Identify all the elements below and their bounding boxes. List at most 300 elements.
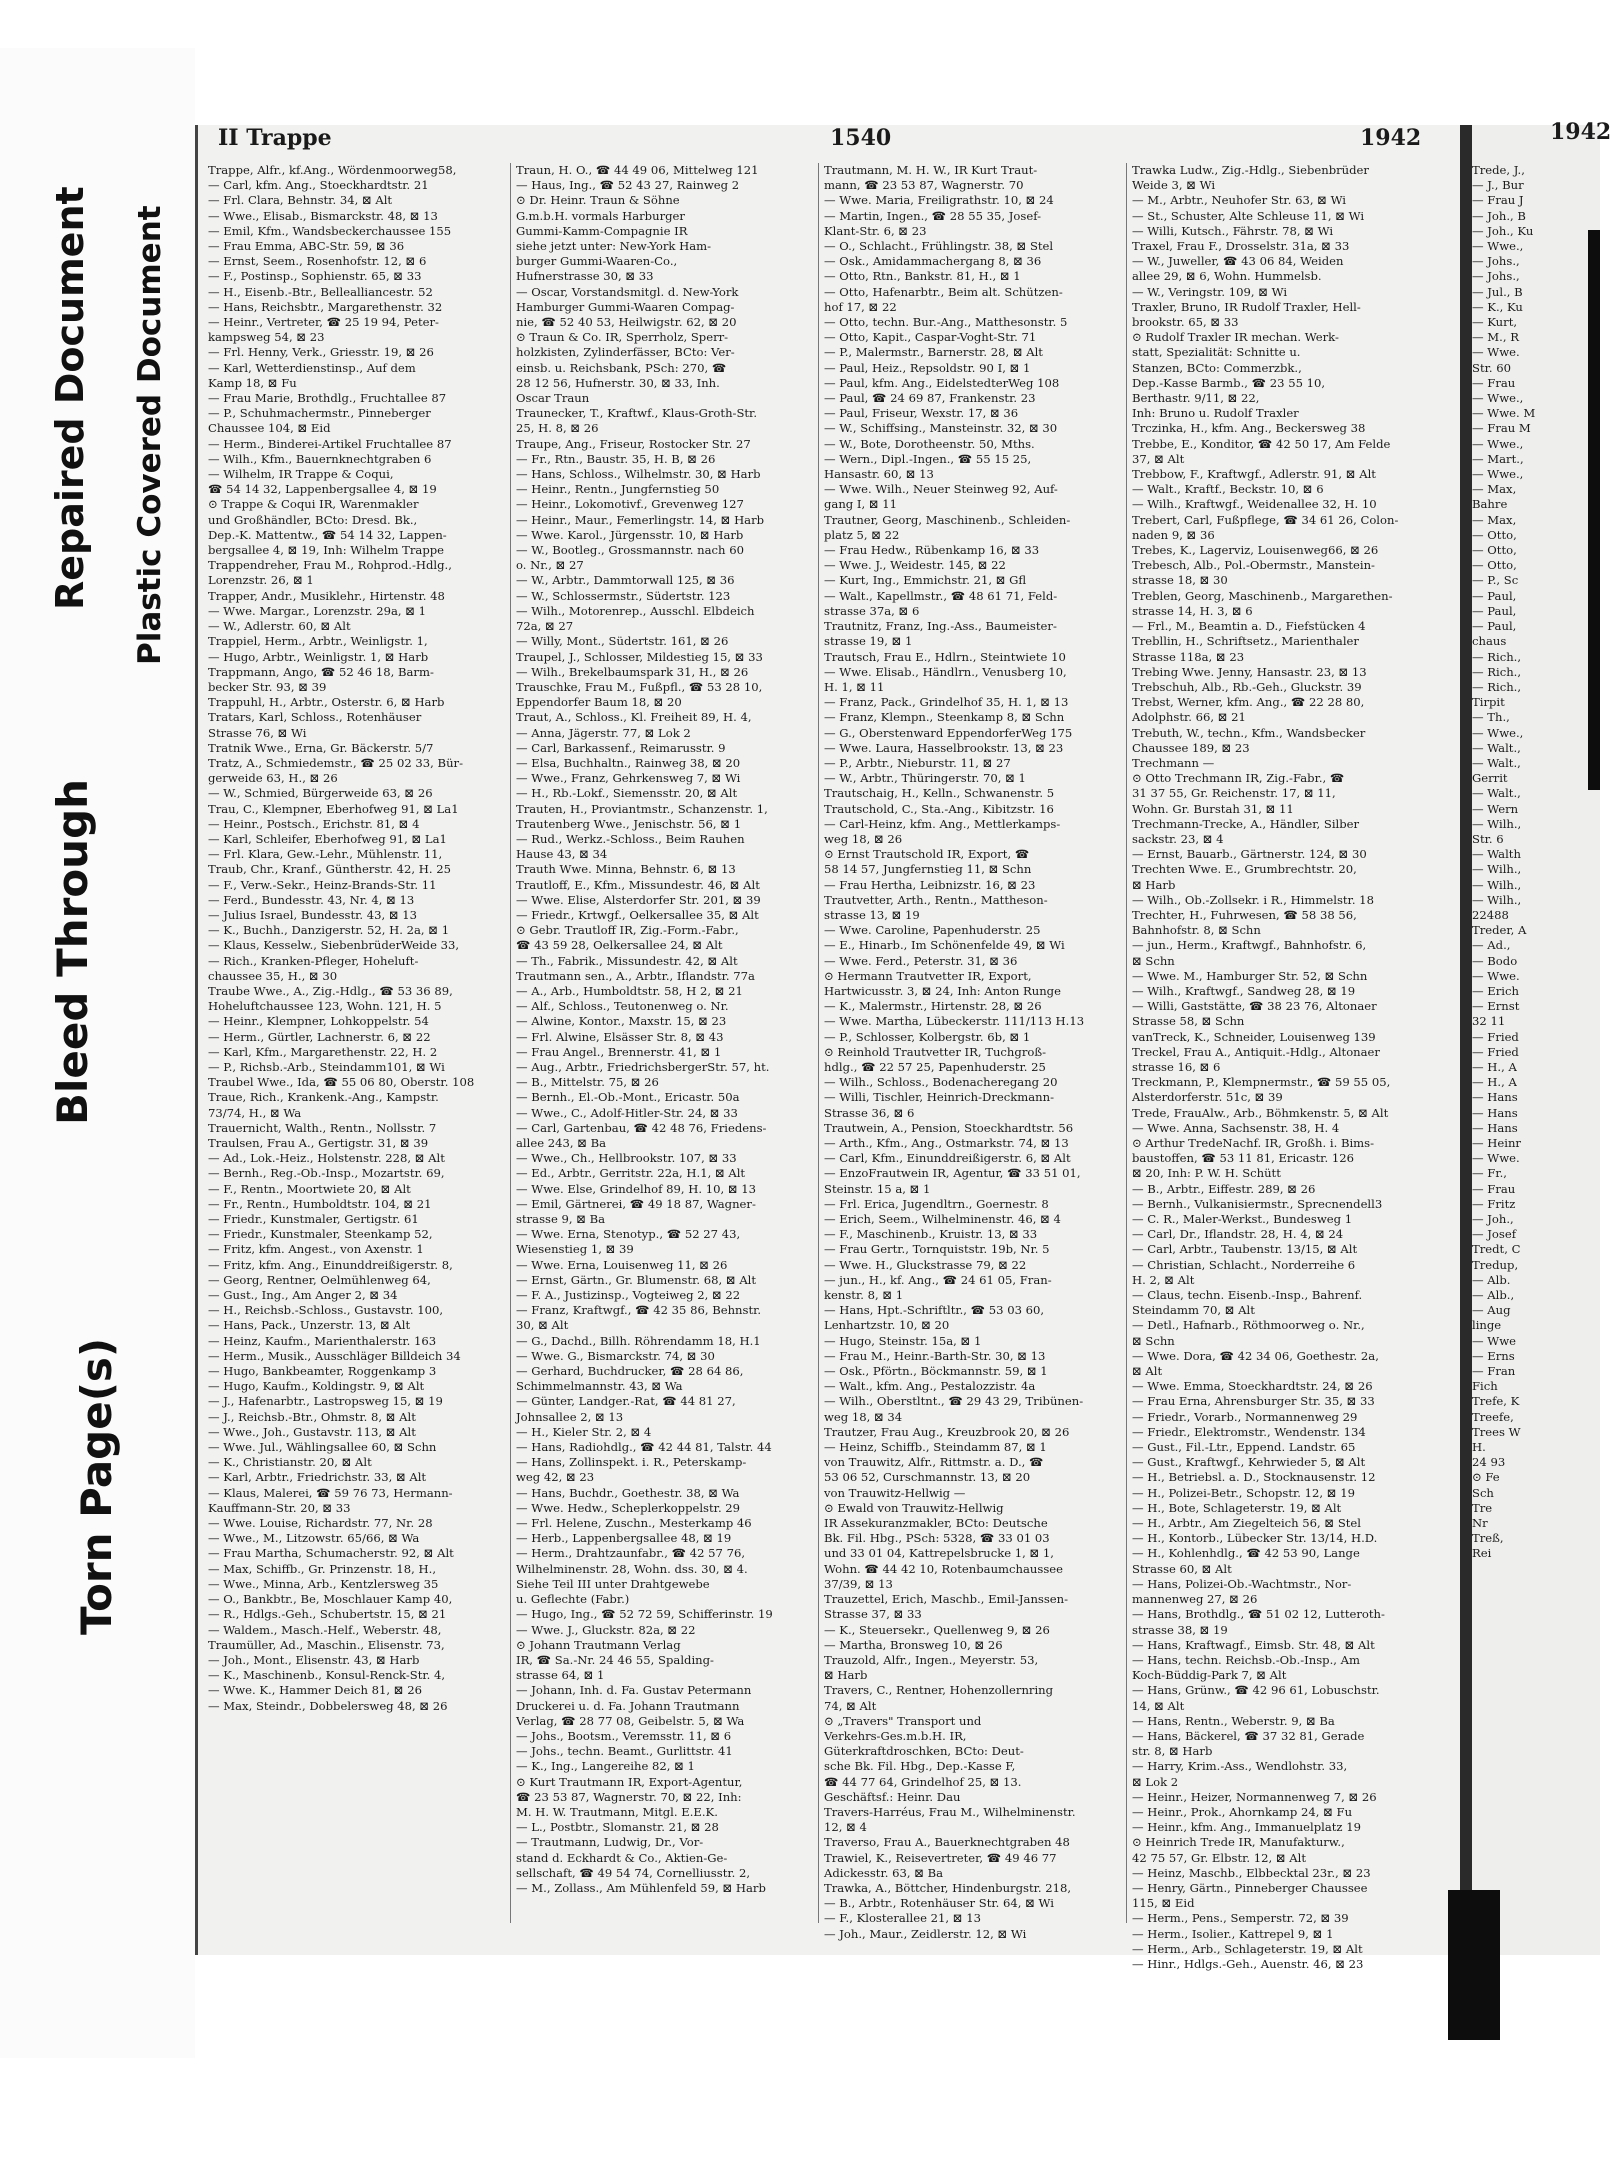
directory-entry-line: — Franz, Pack., Grindelhof 35, H. 1, ⊠ 13 xyxy=(824,695,1069,710)
directory-entry-line: — F. A., Justizinsp., Vogteiweg 2, ⊠ 22 xyxy=(516,1288,741,1303)
directory-entry-line: brookstr. 65, ⊠ 33 xyxy=(1132,315,1239,330)
directory-entry-line: — Hans, Pack., Unzerstr. 13, ⊠ Alt xyxy=(208,1318,411,1333)
directory-entry-line: Traubel Wwe., Ida, ☎ 55 06 80, Oberstr. 108 xyxy=(208,1075,475,1090)
directory-entry-line: — Paul, kfm. Ang., EidelstedterWeg 108 xyxy=(824,375,1060,390)
directory-entry-line: — Rud., Werkz.-Schloss., Beim Rauhen xyxy=(516,831,745,846)
directory-entry-line: — Friedr., Kunstmaler, Gertigstr. 61 xyxy=(208,1212,419,1227)
directory-entry-line: — Wilh., Kfm., Bauernknechtgraben 6 xyxy=(208,451,432,466)
directory-entry-line: — H., Arbtr., Am Ziegelteich 56, ⊠ Stel xyxy=(1132,1516,1361,1531)
directory-entry-line: ⊠ Lok 2 xyxy=(1132,1774,1179,1789)
directory-entry-line: — Herm., Gürtler, Lachnerstr. 6, ⊠ 22 xyxy=(208,1029,431,1044)
directory-entry-line: — O., Bankbtr., Be, Moschlauer Kamp 40, xyxy=(208,1592,453,1607)
directory-entry-line: Trebert, Carl, Fußpflege, ☎ 34 61 26, Colon- xyxy=(1132,512,1399,527)
directory-entry-line: — Th., Fabrik., Missundestr. 42, ⊠ Alt xyxy=(516,953,738,968)
directory-entry-line: — St., Schuster, Alte Schleuse 11, ⊠ Wi xyxy=(1132,208,1365,223)
directory-entry-line: allee 29, ⊠ 6, Wohn. Hummelsb. xyxy=(1132,269,1322,284)
directory-entry-line: — Ernst, Bauarb., Gärtnerstr. 124, ⊠ 30 xyxy=(1132,847,1367,862)
directory-entry-line: — Willi, Gaststätte, ☎ 38 23 76, Altonaer xyxy=(1132,999,1377,1014)
directory-entry-line: — Wilh., Motorenrep., Ausschl. Elbdeich xyxy=(516,603,755,618)
facing-page-entry: — Hans xyxy=(1472,1090,1518,1105)
directory-entry-line: gerweide 63, H., ⊠ 26 xyxy=(208,771,338,786)
directory-entry-line: — Wwe. J., Weidestr. 145, ⊠ 22 xyxy=(824,558,1006,573)
directory-entry-line: ⊙ Kurt Trautmann IR, Export-Agentur, xyxy=(516,1774,743,1789)
directory-entry-line: Trautmann, M. H. W., IR Kurt Traut- xyxy=(824,163,1038,177)
directory-entry-line: — Hans, Grünw., ☎ 42 96 61, Lobuschstr. xyxy=(1132,1683,1380,1698)
directory-entry-line: strasse 19, ⊠ 1 xyxy=(824,634,913,649)
top-margin xyxy=(0,0,1600,48)
facing-page-entry: — P., Sc xyxy=(1472,573,1519,588)
directory-entry-line: Treckel, Frau A., Antiquit.-Hdlg., Altonaer xyxy=(1132,1044,1380,1059)
facing-page-entry: — Fr., xyxy=(1472,1166,1507,1181)
directory-entry-line: sche Bk. Fil. Hbg., Dep.-Kasse F, xyxy=(824,1759,1016,1774)
directory-entry-line: kampsweg 54, ⊠ 23 xyxy=(208,330,325,345)
directory-entry-line: — Frau Hertha, Leibnizstr. 16, ⊠ 23 xyxy=(824,877,1036,892)
directory-entry-line: — Carl, Gartenbau, ☎ 42 48 76, Friedens- xyxy=(516,1120,767,1135)
facing-page-entry: — Max, xyxy=(1472,482,1517,497)
directory-entry-line: — Julius Israel, Bundesstr. 43, ⊠ 13 xyxy=(208,907,418,922)
directory-entry-line: — Frl., M., Beamtin a. D., Fiefstücken 4 xyxy=(1132,619,1366,634)
directory-entry-line: holzkisten, Zylinderfässer, BCto: Ver- xyxy=(516,345,735,360)
facing-page-entry: — Hans xyxy=(1472,1105,1518,1120)
directory-entry-line: Tratz, A., Schmiedemstr., ☎ 25 02 33, Bür- xyxy=(208,755,463,770)
directory-entry-line: — Frl. Henny, Verk., Griesstr. 19, ⊠ 26 xyxy=(208,345,434,360)
directory-entry-line: Traulsen, Frau A., Gertigstr. 31, ⊠ 39 xyxy=(208,1136,429,1150)
directory-entry-line: Klant-Str. 6, ⊠ 23 xyxy=(824,223,927,238)
directory-entry-line: — Frau Erna, Ahrensburger Str. 35, ⊠ 33 xyxy=(1132,1394,1375,1409)
directory-entry-line: — Wwe. Caroline, Papenhuderstr. 25 xyxy=(824,923,1041,938)
directory-entry-line: — Wwe. Hedw., Scheplerkoppelstr. 29 xyxy=(516,1500,741,1515)
directory-entry-line: — P., Schlosser, Kolbergstr. 6b, ⊠ 1 xyxy=(824,1029,1031,1044)
directory-entry-line: Trebbe, E., Konditor, ☎ 42 50 17, Am Felde xyxy=(1132,436,1391,451)
directory-entry-line: — B., Arbtr., Rotenhäuser Str. 64, ⊠ Wi xyxy=(824,1896,1054,1911)
directory-entry-line: — Hugo, Arbtr., Weinligstr. 1, ⊠ Harb xyxy=(208,649,429,664)
directory-entry-line: Hartwicusstr. 3, ⊠ 24, Inh: Anton Runge xyxy=(824,983,1061,998)
directory-entry-line: — Max, Schiffb., Gr. Prinzenstr. 18, H., xyxy=(208,1561,437,1576)
directory-entry-line: — Ad., Lok.-Heiz., Holstenstr. 228, ⊠ Alt xyxy=(208,1151,445,1166)
directory-entry-line: allee 243, ⊠ Ba xyxy=(516,1136,607,1150)
directory-entry-line: — B., Mittelstr. 75, ⊠ 26 xyxy=(516,1075,659,1090)
directory-entry-line: ⊙ Gebr. Trautloff IR, Zig.-Form.-Fabr., xyxy=(516,923,739,938)
facing-page-entry: — H., A xyxy=(1472,1075,1517,1090)
directory-entry-line: — Carl, Kfm., Einunddreißigerstr. 6, ⊠ Alt xyxy=(824,1151,1071,1166)
directory-entry-line: — Heinr., Klempner, Lohkoppelstr. 54 xyxy=(208,1014,429,1029)
directory-entry-line: Oscar Traun xyxy=(516,391,590,406)
directory-entry-line: sackstr. 23, ⊠ 4 xyxy=(1132,831,1224,846)
directory-entry-line: ⊙ Ewald von Trauwitz-Hellwig xyxy=(824,1500,1004,1515)
directory-entry-line: — Wwe. Elisab., Händlrn., Venusberg 10, xyxy=(824,664,1067,679)
directory-entry-line: — Walt., Kapellmstr., ☎ 48 61 71, Feld- xyxy=(824,588,1058,603)
directory-entry-line: — P., Richsb.-Arb., Steindamm101, ⊠ Wi xyxy=(208,1059,445,1074)
directory-entry-line: Trauten, H., Proviantmstr., Schanzenstr. 1, xyxy=(516,801,768,816)
directory-entry-line: Hufnerstrasse 30, ⊠ 33 xyxy=(516,269,654,284)
directory-entry-line: Strasse 76, ⊠ Wi xyxy=(208,725,307,740)
directory-entry-line: — Johs., Bootsm., Veremsstr. 11, ⊠ 6 xyxy=(516,1728,732,1743)
directory-entry-line: — Carl, Barkassenf., Reimarusstr. 9 xyxy=(516,740,726,755)
directory-entry-line: — P., Malermstr., Barnerstr. 28, ⊠ Alt xyxy=(824,345,1043,360)
facing-page-entry: — Heinr xyxy=(1472,1136,1521,1150)
directory-entry-line: — Paul, ☎ 24 69 87, Frankenstr. 23 xyxy=(824,391,1036,406)
directory-entry-line: — Hans, Polizei-Ob.-Wachtmstr., Nor- xyxy=(1132,1576,1352,1591)
directory-entry-line: — EnzoFrautwein IR, Agentur, ☎ 33 51 01, xyxy=(824,1166,1081,1181)
facing-page-entry: — Ad., xyxy=(1472,938,1511,953)
directory-entry-line: — Carl, Dr., Iflandstr. 28, H. 4, ⊠ 24 xyxy=(1132,1227,1344,1242)
facing-page-entry: — Erich xyxy=(1472,983,1519,998)
directory-entry-line: — J., Hafenarbtr., Lastropsweg 15, ⊠ 19 xyxy=(208,1394,443,1409)
directory-entry-line: — Wilh., Ob.-Zollsekr. i R., Himmelstr. 18 xyxy=(1132,892,1374,907)
facing-page-entry: — Paul, xyxy=(1472,588,1517,603)
directory-entry-line: Dep.-K. Mattentw., ☎ 54 14 32, Lappen- xyxy=(208,527,447,542)
directory-entry-line: H. 2, ⊠ Alt xyxy=(1132,1272,1195,1287)
directory-entry-line: Tratars, Karl, Schloss., Rotenhäuser xyxy=(208,710,422,725)
directory-entry-line: — Heinr., Maur., Femerlingstr. 14, ⊠ Harb xyxy=(516,512,765,527)
directory-entry-line: — Osk., Amidammachergang 8, ⊠ 36 xyxy=(824,254,1042,269)
directory-entry-line: o. Nr., ⊠ 27 xyxy=(516,558,584,573)
directory-entry-line: Trautvetter, Arth., Rentn., Mattheson- xyxy=(824,892,1048,907)
directory-entry-line: — Hans, Radiohdlg., ☎ 42 44 81, Talstr. 44 xyxy=(516,1440,772,1455)
directory-entry-line: Tratnik Wwe., Erna, Gr. Bäckerstr. 5/7 xyxy=(208,740,434,755)
directory-entry-line: — Friedr., Krtwgf., Oelkersallee 35, ⊠ Alt xyxy=(516,907,759,922)
facing-page-entry: — Wilh., xyxy=(1472,892,1522,907)
facing-page-entry: — Fried xyxy=(1472,1044,1519,1059)
directory-entry-line: Trczinka, H., kfm. Ang., Beckersweg 38 xyxy=(1132,421,1366,436)
directory-entry-line: — Günter, Landger.-Rat, ☎ 44 81 27, xyxy=(516,1394,736,1409)
directory-entry-line: — Walt., Kraftf., Beckstr. 10, ⊠ 6 xyxy=(1132,482,1324,497)
directory-entry-line: — W., Schiffsing., Mansteinstr. 32, ⊠ 30 xyxy=(824,421,1058,436)
directory-entry-line: — H., Kohlenhdlg., ☎ 42 53 90, Lange xyxy=(1132,1546,1360,1561)
facing-page-entry: — Paul, xyxy=(1472,603,1517,618)
directory-entry-line: — Friedr., Elektromstr., Wendenstr. 134 xyxy=(1132,1424,1366,1439)
facing-page-entry: 22488 xyxy=(1472,907,1509,922)
directory-entry-line: — Wwe., Ch., Hellbrookstr. 107, ⊠ 33 xyxy=(516,1151,737,1166)
directory-entry-line: H. 1, ⊠ 11 xyxy=(824,679,885,694)
directory-entry-line: — M., Zollass., Am Mühlenfeld 59, ⊠ Harb xyxy=(516,1880,766,1895)
directory-entry-line: — Wilh., Oberstltnt., ☎ 29 43 29, Tribünen- xyxy=(824,1394,1084,1409)
directory-entry-line: — Bernh., Reg.-Ob.-Insp., Mozartstr. 69, xyxy=(208,1166,445,1181)
directory-entry-line: ⊠ 20, Inh: P. W. H. Schütt xyxy=(1132,1166,1281,1181)
directory-entry-line: Trappendreher, Frau M., Rohprod.-Hdlg., xyxy=(208,558,452,573)
directory-entry-line: von Trauwitz-Hellwig — xyxy=(824,1485,966,1500)
directory-entry-line: — Wwe. Emma, Stoeckhardtstr. 24, ⊠ 26 xyxy=(1132,1379,1373,1394)
facing-page-entry: — Fran xyxy=(1472,1364,1516,1379)
directory-entry-line: — Frl. Alwine, Elsässer Str. 8, ⊠ 43 xyxy=(516,1029,724,1044)
directory-entry-line: — Heinr., kfm. Ang., Immanuelplatz 19 xyxy=(1132,1820,1361,1835)
directory-entry-line: — Wwe. Elise, Alsterdorfer Str. 201, ⊠ 39 xyxy=(516,892,761,907)
facing-page-entry: — Jul., B xyxy=(1472,284,1523,299)
repaired-document-label: Repaired Document xyxy=(48,186,92,610)
directory-entry-line: — Kurt, Ing., Emmichstr. 21, ⊠ Gfl xyxy=(824,573,1027,588)
directory-entry-line: — Otto, Rtn., Bankstr. 81, H., ⊠ 1 xyxy=(824,269,1021,284)
directory-entry-line: — Frau Emma, ABC-Str. 59, ⊠ 36 xyxy=(208,239,405,254)
directory-entry-line: — Wwe., Minna, Arb., Kentzlersweg 35 xyxy=(208,1576,439,1591)
directory-entry-line: Traxler, Bruno, IR Rudolf Traxler, Hell- xyxy=(1132,299,1361,314)
page-header xyxy=(198,125,1463,155)
directory-entry-line: ☎ 54 14 32, Lappenbergsallee 4, ⊠ 19 xyxy=(208,482,437,497)
directory-entry-line: Steindamm 70, ⊠ Alt xyxy=(1132,1303,1255,1318)
directory-entry-line: Schimmelmannstr. 43, ⊠ Wa xyxy=(516,1379,683,1394)
directory-entry-line: kenstr. 8, ⊠ 1 xyxy=(824,1288,904,1303)
directory-entry-line: Trau, C., Klempner, Eberhofweg 91, ⊠ La1 xyxy=(208,801,459,816)
directory-entry-line: Trebschuh, Alb., Rb.-Geh., Gluckstr. 39 xyxy=(1132,679,1362,694)
directory-entry-line: IR Assekuranzmakler, BCto: Deutsche xyxy=(824,1516,1048,1531)
directory-entry-line: strasse 9, ⊠ Ba xyxy=(516,1212,606,1227)
directory-entry-line: Strasse 36, ⊠ 6 xyxy=(824,1105,915,1120)
directory-entry-line: ⊙ Traun & Co. IR, Sperrholz, Sperr- xyxy=(516,330,729,345)
directory-entry-line: — W., Juweller, ☎ 43 06 84, Weiden xyxy=(1132,254,1344,269)
directory-entry-line: ⊠ Schn xyxy=(1132,1333,1175,1348)
directory-entry-line: 25, H. 8, ⊠ 26 xyxy=(516,421,599,436)
directory-entry-line: — H., Eisenb.-Btr., Bellealliancestr. 52 xyxy=(208,284,433,299)
directory-entry-line: — J., Reichsb.-Btr., Ohmstr. 8, ⊠ Alt xyxy=(208,1409,416,1424)
directory-entry-line: gang I, ⊠ 11 xyxy=(824,497,898,512)
directory-entry-line: hof 17, ⊠ 22 xyxy=(824,299,897,314)
directory-entry-line: — Wwe. M., Hamburger Str. 52, ⊠ Schn xyxy=(1132,968,1368,983)
directory-entry-line: 14, ⊠ Alt xyxy=(1132,1698,1185,1713)
facing-page-entry: — Johs., xyxy=(1472,269,1520,284)
directory-entry-line: — Emil, Kfm., Wandsbeckerchaussee 155 xyxy=(208,223,452,238)
directory-entry-line: — F., Klosterallee 21, ⊠ 13 xyxy=(824,1911,981,1926)
directory-entry-line: — W., Veringstr. 109, ⊠ Wi xyxy=(1132,284,1288,299)
directory-entry-line: Stanzen, BCto: Commerzbk., xyxy=(1132,360,1302,375)
facing-page-entry: Rei xyxy=(1472,1546,1492,1561)
directory-entry-line: ☎ 23 53 87, Wagnerstr. 70, ⊠ 22, Inh: xyxy=(516,1789,742,1804)
facing-page-entry: — Hans xyxy=(1472,1120,1518,1135)
directory-entry-line: — Johs., techn. Beamt., Gurlittstr. 41 xyxy=(516,1744,733,1759)
directory-entry-line: mann, ☎ 23 53 87, Wagnerstr. 70 xyxy=(824,178,1024,193)
header-page-number: 1540 xyxy=(830,125,892,151)
torn-page-label: Torn Page(s) xyxy=(72,1337,121,1635)
directory-entry-line: — Willi, Kutsch., Fährstr. 78, ⊠ Wi xyxy=(1132,223,1334,238)
directory-entry-line: Trautwein, A., Pension, Stoeckhardtstr. 56 xyxy=(824,1120,1074,1135)
directory-entry-line: ⊙ Rudolf Traxler IR mechan. Werk- xyxy=(1132,330,1339,345)
directory-entry-line: — Willy, Mont., Südertstr. 161, ⊠ 26 xyxy=(516,634,729,649)
directory-entry-line: — Herb., Lappenbergsallee 48, ⊠ 19 xyxy=(516,1531,732,1546)
directory-entry-line: — Franz, Kraftwgf., ☎ 42 35 86, Behnstr. xyxy=(516,1303,762,1318)
facing-page-entry: — Walt., xyxy=(1472,755,1521,770)
directory-entry-line: Hoheluftchaussee 123, Wohn. 121, H. 5 xyxy=(208,999,442,1014)
directory-entry-line: — F., Maschinenb., Kruistr. 13, ⊠ 33 xyxy=(824,1227,1038,1242)
directory-entry-line: baustoffen, ☎ 53 11 81, Ericastr. 126 xyxy=(1132,1151,1354,1166)
facing-page-entry: Tirpit xyxy=(1472,695,1505,710)
directory-entry-line: Trautschaig, H., Kelln., Schwanenstr. 5 xyxy=(824,786,1055,801)
directory-entry-line: — Wilhelm, IR Trappe & Coqui, xyxy=(208,467,394,482)
directory-entry-line: — jun., H., kf. Ang., ☎ 24 61 05, Fran- xyxy=(824,1272,1052,1287)
directory-entry-line: — Otto, Hafenarbtr., Beim alt. Schützen- xyxy=(824,284,1063,299)
directory-entry-line: Trautschold, C., Sta.-Ang., Kibitzstr. 16 xyxy=(824,801,1054,816)
directory-entry-line: — Wilh., Brekelbaumspark 31, H., ⊠ 26 xyxy=(516,664,749,679)
directory-entry-line: Traupe, Ang., Friseur, Rostocker Str. 27 xyxy=(516,436,751,451)
directory-entry-line: Druckerei u. d. Fa. Johann Trautmann xyxy=(516,1698,740,1713)
directory-entry-line: — Bernh., Vulkanisiermstr., Sprecnendell3 xyxy=(1132,1196,1383,1211)
directory-entry-line: — Friedr., Kunstmaler, Steenkamp 52, xyxy=(208,1227,433,1242)
directory-entry-line: Trebes, K., Lagerviz, Louisenweg66, ⊠ 26 xyxy=(1132,543,1379,558)
directory-entry-line: — Osk., Pförtn., Böckmannstr. 59, ⊠ 1 xyxy=(824,1364,1048,1379)
directory-entry-line: Weide 3, ⊠ Wi xyxy=(1132,178,1216,193)
facing-page-entry: Gerrit xyxy=(1472,771,1508,786)
directory-entry-line: — Wwe. Dora, ☎ 42 34 06, Goethestr. 2a, xyxy=(1132,1348,1379,1363)
plastic-covered-label: Plastic Covered Document xyxy=(132,205,168,665)
directory-entry-line: — Wwe. Louise, Richardstr. 77, Nr. 28 xyxy=(208,1516,433,1531)
directory-entry-line: — Ernst, Seem., Rosenhofstr. 12, ⊠ 6 xyxy=(208,254,427,269)
header-year: 1942 xyxy=(1360,125,1422,151)
directory-entry-line: ⊙ Dr. Heinr. Traun & Söhne xyxy=(516,193,680,208)
directory-entry-line: — Wwe. G., Bismarckstr. 74, ⊠ 30 xyxy=(516,1348,715,1363)
directory-entry-line: — K., Christianstr. 20, ⊠ Alt xyxy=(208,1455,372,1470)
facing-page-entry: — Ernst xyxy=(1472,999,1520,1014)
directory-entry-line: — Herm., Pens., Semperstr. 72, ⊠ 39 xyxy=(1132,1911,1349,1926)
directory-entry-line: — Trautmann, Ludwig, Dr., Vor- xyxy=(516,1835,704,1850)
column-divider xyxy=(818,163,819,1923)
directory-entry-line: 37/39, ⊠ 13 xyxy=(824,1576,893,1591)
directory-entry-line: Chaussee 189, ⊠ 23 xyxy=(1132,740,1250,755)
directory-entry-line: — Karl, Schleifer, Eberhofweg 91, ⊠ La1 xyxy=(208,831,447,846)
facing-page-entry: — Wilh., xyxy=(1472,816,1522,831)
facing-page-entry: — Frau xyxy=(1472,1181,1516,1196)
directory-entry-line: — H., Rb.-Lokf., Siemensstr. 20, ⊠ Alt xyxy=(516,786,738,801)
directory-entry-line: Adickesstr. 63, ⊠ Ba xyxy=(824,1865,944,1880)
directory-entry-line: Gummi-Kamm-Compagnie IR xyxy=(516,223,688,238)
facing-page-entry: Nr xyxy=(1472,1516,1488,1531)
directory-entry-line: Trappmann, Ango, ☎ 52 46 18, Barm- xyxy=(208,664,434,679)
directory-entry-line: — Christian, Schlacht., Norderreihe 6 xyxy=(1132,1257,1356,1272)
facing-page-entry: — Wwe. xyxy=(1472,1151,1520,1166)
page-gutter-shadow xyxy=(1460,125,1472,1955)
scan-edge-mark xyxy=(1448,1890,1500,2040)
directory-entry-line: — Wwe., Franz, Gehrkensweg 7, ⊠ Wi xyxy=(516,771,741,786)
directory-entry-line: — Heinr., Rentn., Jungfernstieg 50 xyxy=(516,482,720,497)
directory-entry-line: Traupel, J., Schlosser, Mildestieg 15, ⊠ 33 xyxy=(516,649,763,664)
directory-entry-line: Trautzer, Frau Aug., Kreuzbrook 20, ⊠ 26 xyxy=(824,1424,1070,1439)
directory-entry-line: ⊙ Otto Trechmann IR, Zig.-Fabr., ☎ xyxy=(1132,771,1345,786)
directory-entry-line: — Frau Gertr., Tornquiststr. 19b, Nr. 5 xyxy=(824,1242,1050,1257)
directory-entry-line: — Wwe. J., Gluckstr. 82a, ⊠ 22 xyxy=(516,1622,696,1637)
directory-entry-line: — Karl, Arbtr., Friedrichstr. 33, ⊠ Alt xyxy=(208,1470,427,1485)
directory-entry-line: — Hans, Bäckerel, ☎ 37 32 81, Gerade xyxy=(1132,1728,1365,1743)
directory-entry-line: — Alwine, Kontor., Maxstr. 15, ⊠ 23 xyxy=(516,1014,727,1029)
facing-page-entry: — Max, xyxy=(1472,512,1517,527)
directory-entry-line: einsb. u. Reichsbank, PSch: 270, ☎ xyxy=(516,360,727,375)
directory-entry-line: nie, ☎ 52 40 53, Heilwigstr. 62, ⊠ 20 xyxy=(516,315,737,330)
directory-entry-line: — Johann, Inh. d. Fa. Gustav Petermann xyxy=(516,1683,752,1698)
directory-entry-line: strasse 38, ⊠ 19 xyxy=(1132,1622,1228,1637)
directory-entry-line: — Waldem., Masch.-Helf., Weberstr. 48, xyxy=(208,1622,442,1637)
directory-entry-line: — Wwe., C., Adolf-Hitler-Str. 24, ⊠ 33 xyxy=(516,1105,738,1120)
directory-entry-line: Trautmann sen., A., Arbtr., Iflandstr. 77a xyxy=(516,968,755,983)
facing-page-entry: — Paul, xyxy=(1472,619,1517,634)
directory-entry-line: Wilhelminenstr. 28, Wohn. dss. 30, ⊠ 4. xyxy=(516,1561,748,1576)
directory-entry-line: ⊙ Reinhold Trautvetter IR, Tuchgroß- xyxy=(824,1044,1047,1059)
directory-entry-line: Hansastr. 60, ⊠ 13 xyxy=(824,467,934,482)
directory-entry-line: — Wwe., Elisab., Bismarckstr. 48, ⊠ 13 xyxy=(208,208,438,223)
directory-entry-line: 31 37 55, Gr. Reichenstr. 17, ⊠ 11, xyxy=(1132,786,1336,801)
directory-entry-line: Traub, Chr., Kranf., Güntherstr. 42, H. 25 xyxy=(208,862,451,877)
directory-entry-line: stand d. Eckhardt & Co., Aktien-Ge- xyxy=(516,1850,728,1865)
directory-entry-line: Trappuhl, H., Arbtr., Osterstr. 6, ⊠ Harb xyxy=(208,695,445,710)
directory-entry-line: — Wwe. Ferd., Peterstr. 31, ⊠ 36 xyxy=(824,953,1018,968)
directory-entry-line: Traxel, Frau F., Drosselstr. 31a, ⊠ 33 xyxy=(1132,239,1350,254)
bottom-margin xyxy=(0,2058,1600,2177)
directory-entry-line: — Georg, Rentner, Oelmühlenweg 64, xyxy=(208,1272,431,1287)
facing-page-entry: — Fritz xyxy=(1472,1196,1516,1211)
directory-entry-line: — jun., Herm., Kraftwgf., Bahnhofstr. 6, xyxy=(1132,938,1367,953)
directory-entry-line: — Arth., Kfm., Ang., Ostmarkstr. 74, ⊠ 13 xyxy=(824,1136,1069,1150)
directory-entry-line: — Hans, Buchdr., Goethestr. 38, ⊠ Wa xyxy=(516,1485,740,1500)
directory-entry-line: — Wwe. Laura, Hasselbrookstr. 13, ⊠ 23 xyxy=(824,740,1064,755)
directory-entry-line: — Heinz, Schiffb., Steindamm 87, ⊠ 1 xyxy=(824,1440,1047,1455)
directory-entry-line: — Hugo, Steinstr. 15a, ⊠ 1 xyxy=(824,1333,982,1348)
directory-entry-line: platz 5, ⊠ 22 xyxy=(824,527,900,542)
facing-page-entry: Trefe, K xyxy=(1472,1394,1520,1409)
directory-entry-line: Trebesch, Alb., Pol.-Obermstr., Manstein- xyxy=(1132,558,1375,573)
facing-page-entry: — Wwe., xyxy=(1472,436,1524,451)
directory-entry-line: — Hans, techn. Reichsb.-Ob.-Insp., Am xyxy=(1132,1652,1361,1667)
directory-entry-line: Lorenzstr. 26, ⊠ 1 xyxy=(208,573,314,588)
facing-page-entry: — Aug xyxy=(1472,1303,1511,1318)
facing-page-entry: — Wwe. M xyxy=(1472,406,1536,421)
directory-entry-line: — Wwe. Anna, Sachsenstr. 38, H. 4 xyxy=(1132,1120,1340,1135)
directory-entry-line: — C. R., Maler-Werkst., Bundesweg 1 xyxy=(1132,1212,1353,1227)
directory-entry-line: — Wwe. Jul., Wählingsallee 60, ⊠ Schn xyxy=(208,1440,437,1455)
directory-entry-line: M. H. W. Trautmann, Mitgl. E.E.K. xyxy=(516,1804,718,1819)
directory-entry-line: — Alf., Schloss., Teutonenweg o. Nr. xyxy=(516,999,729,1014)
directory-entry-line: Inh: Bruno u. Rudolf Traxler xyxy=(1132,406,1299,421)
directory-entry-line: — K., Ing., Langereihe 82, ⊠ 1 xyxy=(516,1759,695,1774)
directory-entry-line: Lenhartzstr. 10, ⊠ 20 xyxy=(824,1318,950,1333)
directory-entry-line: — Hugo, Ing., ☎ 52 72 59, Schifferinstr. 19 xyxy=(516,1607,773,1622)
column-3 xyxy=(824,163,1120,1941)
directory-entry-line: — Karl, Wetterdienstinsp., Auf dem xyxy=(208,360,416,375)
directory-entry-line: — Claus, techn. Eisenb.-Insp., Bahrenf. xyxy=(1132,1288,1363,1303)
directory-entry-line: — Martin, Ingen., ☎ 28 55 35, Josef- xyxy=(824,208,1042,223)
directory-entry-line: — R., Hdlgs.-Geh., Schubertstr. 15, ⊠ 21 xyxy=(208,1607,447,1622)
directory-entry-line: — Franz, Klempn., Steenkamp 8, ⊠ Schn xyxy=(824,710,1065,725)
directory-entry-line: — Wern., Dipl.-Ingen., ☎ 55 15 25, xyxy=(824,451,1032,466)
directory-entry-line: — F., Verw.-Sekr., Heinz-Brands-Str. 11 xyxy=(208,877,437,892)
directory-entry-line: Trauzettel, Erich, Maschb., Emil-Janssen- xyxy=(824,1592,1069,1607)
directory-entry-line: ⊙ Trappe & Coqui IR, Warenmakler xyxy=(208,497,419,512)
directory-entry-line: Traun, H. O., ☎ 44 49 06, Mittelweg 121 xyxy=(516,163,759,177)
directory-entry-line: ⊠ Schn xyxy=(1132,953,1175,968)
facing-page-entry: — M., R xyxy=(1472,330,1519,345)
directory-entry-line: — Rich., Kranken-Pfleger, Hoheluft- xyxy=(208,953,419,968)
directory-entry-line: — Heinr., Vertreter, ☎ 25 19 94, Peter- xyxy=(208,315,439,330)
directory-entry-line: — Herm., Arb., Schlageterstr. 19, ⊠ Alt xyxy=(1132,1941,1363,1956)
directory-entry-line: — Wwe. Erna, Stenotyp., ☎ 52 27 43, xyxy=(516,1227,741,1242)
directory-entry-line: — Hans, Kraftwagf., Eimsb. Str. 48, ⊠ Alt xyxy=(1132,1637,1375,1652)
directory-entry-line: Bahnhofstr. 8, ⊠ Schn xyxy=(1132,923,1261,938)
directory-entry-line: — G., Dachd., Billh. Röhrendamm 18, H.1 xyxy=(516,1333,761,1348)
directory-entry-line: — Joh., Maur., Zeidlerstr. 12, ⊠ Wi xyxy=(824,1926,1027,1941)
directory-entry-line: — W., Adlerstr. 60, ⊠ Alt xyxy=(208,619,351,634)
directory-entry-line: — Walt., kfm. Ang., Pestalozzistr. 4a xyxy=(824,1379,1036,1394)
directory-entry-line: Kauffmann-Str. 20, ⊠ 33 xyxy=(208,1500,351,1515)
directory-entry-line: — G., Oberstenward EppendorferWeg 175 xyxy=(824,725,1073,740)
directory-entry-line: — Carl, kfm. Ang., Stoeckhardtstr. 21 xyxy=(208,178,429,193)
directory-entry-line: 30, ⊠ Alt xyxy=(516,1318,569,1333)
directory-entry-line: von Trauwitz, Alfr., Rittmstr. a. D., ☎ xyxy=(824,1455,1044,1470)
directory-entry-line: strasse 14, H. 3, ⊠ 6 xyxy=(1132,603,1253,618)
directory-entry-line: ⊠ Harb xyxy=(824,1668,868,1683)
directory-entry-line: Traumüller, Ad., Maschin., Elisenstr. 73, xyxy=(208,1637,445,1652)
directory-entry-line: hdlg., ☎ 22 57 25, Papenhuderstr. 25 xyxy=(824,1059,1046,1074)
directory-entry-line: IR, ☎ Sa.-Nr. 24 46 55, Spalding- xyxy=(516,1652,714,1667)
directory-entry-line: — B., Arbtr., Eiffestr. 289, ⊠ 26 xyxy=(1132,1181,1316,1196)
directory-entry-line: — K., Steuersekr., Quellenweg 9, ⊠ 26 xyxy=(824,1622,1050,1637)
column-divider xyxy=(1126,163,1127,1923)
facing-page-entry: Treefe, xyxy=(1472,1409,1514,1424)
directory-entry-line: — Wwe. K., Hammer Deich 81, ⊠ 26 xyxy=(208,1683,422,1698)
directory-entry-line: — Wilh., Kraftwgf., Weidenallee 32, H. 10 xyxy=(1132,497,1377,512)
directory-entry-line: — Emil, Gärtnerei, ☎ 49 18 87, Wagner- xyxy=(516,1196,756,1211)
